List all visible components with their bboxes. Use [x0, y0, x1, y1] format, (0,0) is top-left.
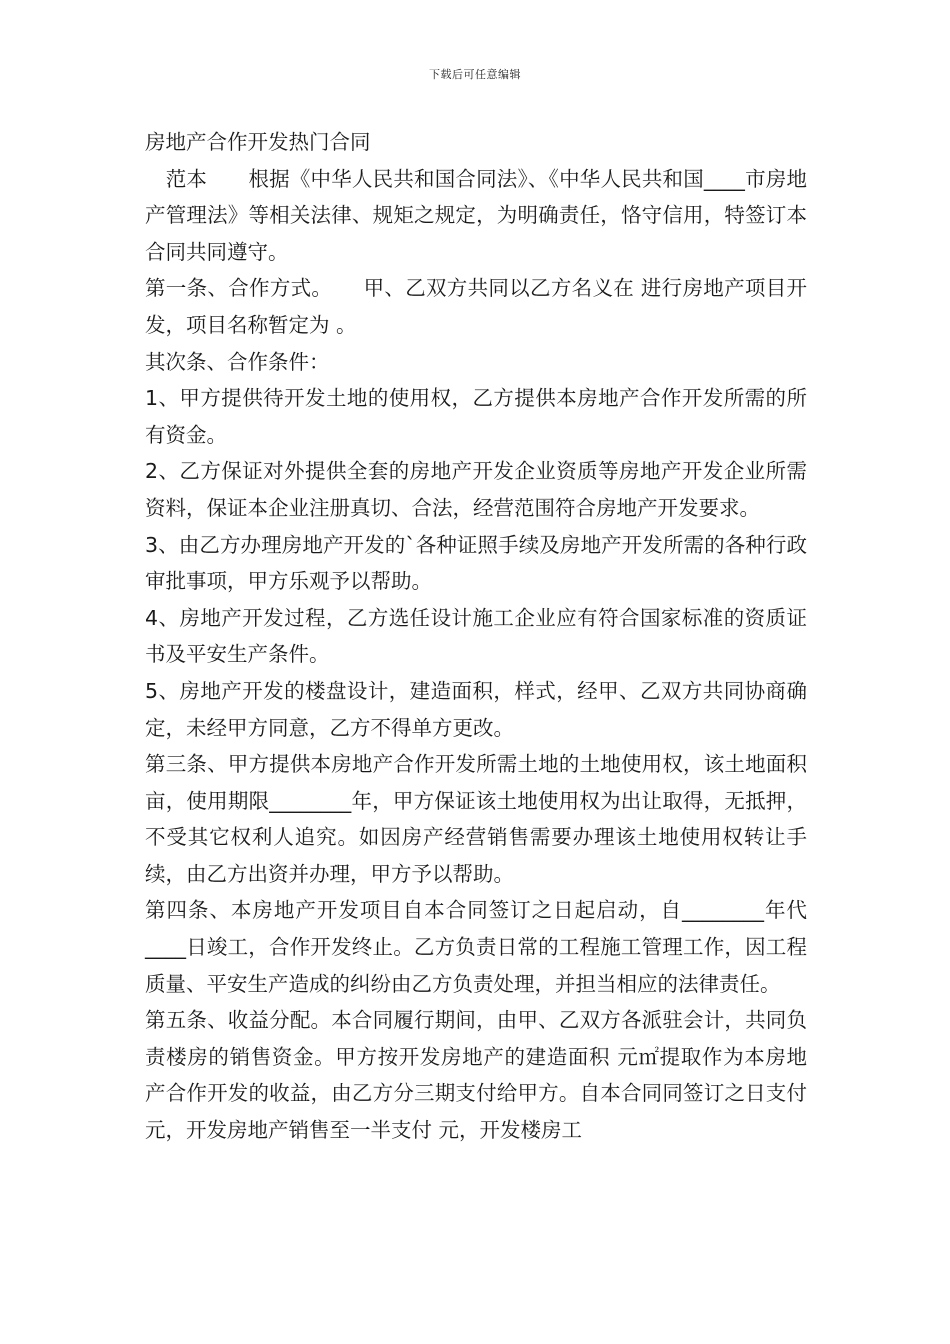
paragraph-article-2-heading: 其次条、合作条件：: [145, 349, 330, 374]
paragraph-preamble: 范本 根据《中华人民共和国合同法》、《中华人民共和国____市房地产管理法》等相关法律、规矩之规定，为明确责任，恪守信用，特签订本合同共同遵守。: [145, 166, 807, 264]
paragraph-article-2-item-2: 2、乙方保证对外提供全套的房地产开发企业资质等房地产开发企业所需资料，保证本企业注册真切、合法，经营范围符合房地产开发要求。: [145, 459, 807, 520]
paragraph-article-2-item-3: 3、由乙方办理房地产开发的`各种证照手续及房地产开发所需的各种行政审批事项，甲方乐观予以帮助。: [145, 532, 807, 594]
paragraph-article-2-item-5: 5、房地产开发的楼盘设计，建造面积，样式，经甲、乙双方共同协商确定，未经甲方同意，乙方不得单方更改。: [145, 678, 807, 740]
page-header-note: 下载后可任意编辑: [429, 68, 521, 81]
paragraph-article-1: 第一条、合作方式。 甲、乙双方共同以乙方名义在 进行房地产项目开发，项目名称暂定为 。: [145, 276, 807, 337]
paragraph-article-4: 第四条、本房地产开发项目自本合同签订之日起启动，自________年代____日竣工，合作开发终止。乙方负责日常的工程施工管理工作，因工程质量、平安生产造成的纠纷由乙方负责处理，并担当相应的法律责任。: [145, 898, 807, 996]
paragraph-article-2-item-4: 4、房地产开发过程，乙方选任设计施工企业应有符合国家标准的资质证书及平安生产条件。: [145, 605, 807, 667]
document-body: [145, 124, 807, 1149]
paragraph-article-5: 第五条、收益分配。本合同履行期间，由甲、乙双方各派驻会计，共同负责楼房的销售资金。甲方按开发房地产的建造面积 元㎡提取作为本房地产合作开发的收益，由乙方分三期支付给甲方。自本合同同签订之日支付 元，开发房地产销售至一半支付 元，开发楼房工: [145, 1008, 807, 1143]
paragraph-article-2-item-1: 1、甲方提供待开发土地的使用权，乙方提供本房地产合作开发所需的所有资金。: [145, 386, 807, 447]
document-title: 房地产合作开发热门合同: [145, 130, 371, 154]
paragraph-article-3: 第三条、甲方提供本房地产合作开发所需土地的土地使用权，该土地面积 亩，使用期限________年，甲方保证该土地使用权为出让取得，无抵押，不受其它权利人追究。如因房产经营销售需要办理该土地使用权转让手续，由乙方出资并办理，甲方予以帮助。: [145, 752, 807, 886]
